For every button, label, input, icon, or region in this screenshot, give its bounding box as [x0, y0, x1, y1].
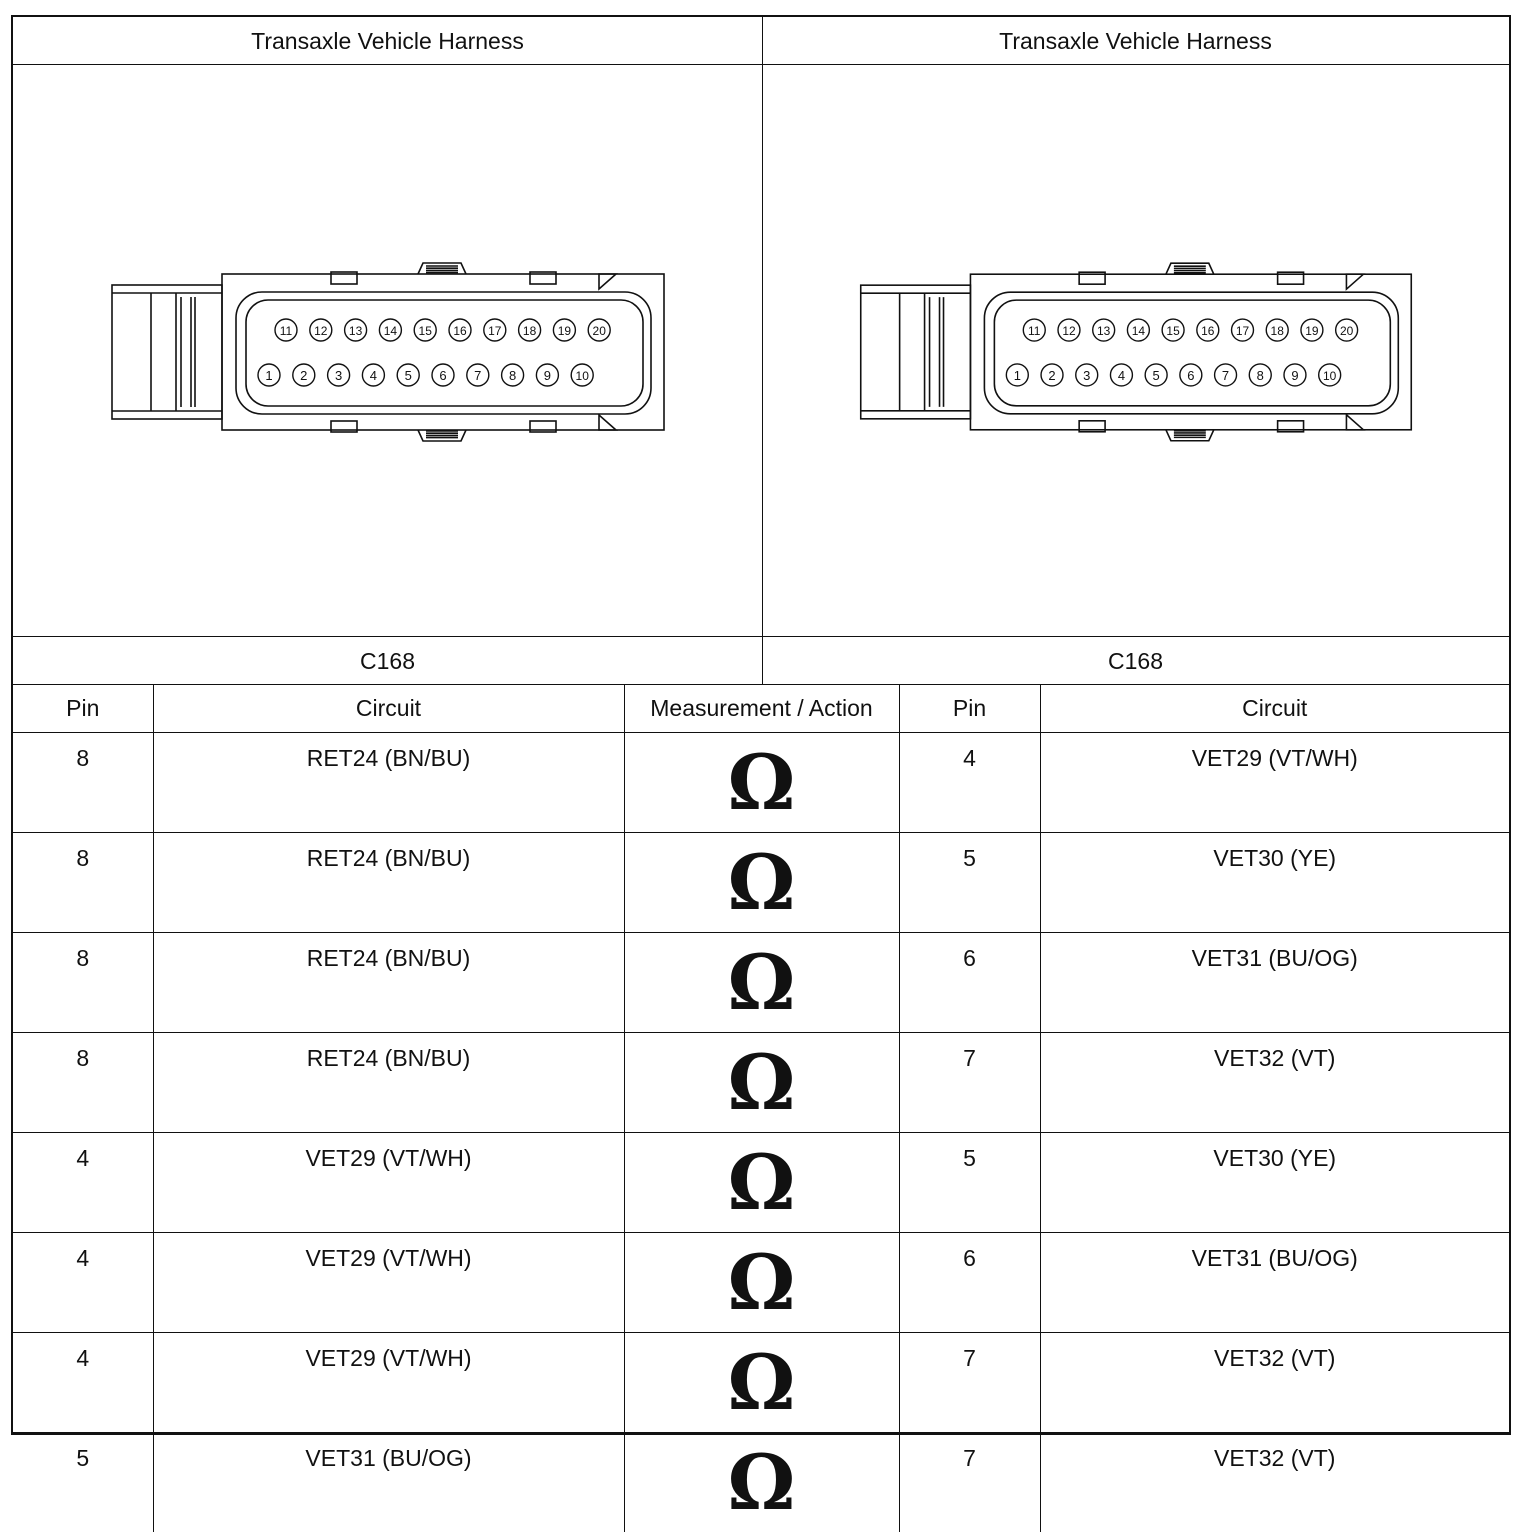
ohm-icon: Ω — [728, 1238, 796, 1327]
pin-number: 12 — [314, 324, 328, 338]
circuit-b-cell: VET32 (VT) — [1040, 1433, 1509, 1532]
table-header-row — [13, 685, 1509, 733]
pin-number: 13 — [1097, 324, 1111, 338]
pin-3 — [328, 364, 350, 386]
table-row — [13, 1033, 1509, 1133]
circuit-a-cell: VET29 (VT/WH) — [153, 1233, 624, 1333]
pin-b-cell: 7 — [899, 1033, 1040, 1133]
pin-b-cell: 6 — [899, 933, 1040, 1033]
pin-number: 11 — [280, 324, 293, 338]
measurement-cell — [624, 1133, 899, 1233]
pin-number: 20 — [1340, 324, 1354, 338]
ohm-icon: Ω — [728, 1038, 796, 1127]
pin-number: 10 — [1323, 369, 1337, 383]
pin-a-cell: 8 — [13, 1033, 153, 1133]
measurement-cell — [624, 1233, 899, 1333]
pin-8 — [502, 364, 524, 386]
pin-number: 7 — [474, 368, 481, 383]
circuit-a-cell: RET24 (BN/BU) — [153, 1033, 624, 1133]
pin-16 — [1197, 319, 1219, 341]
panel-divider — [762, 17, 763, 685]
pin-9 — [536, 364, 558, 386]
pin-a-cell: 8 — [13, 833, 153, 933]
circuit-a-cell: RET24 (BN/BU) — [153, 733, 624, 833]
circuit-a-cell: RET24 (BN/BU) — [153, 833, 624, 933]
circuit-a-cell: VET29 (VT/WH) — [153, 1333, 624, 1433]
connector-c168-drawing-left — [13, 65, 762, 636]
circuit-b-cell: VET32 (VT) — [1040, 1033, 1509, 1133]
pin-b-cell: 5 — [899, 1133, 1040, 1233]
pin-number: 20 — [593, 324, 607, 338]
circuit-a-cell: VET29 (VT/WH) — [153, 1133, 624, 1233]
pin-number: 6 — [439, 368, 446, 383]
circuit-b-cell: VET31 (BU/OG) — [1040, 933, 1509, 1033]
measurement-cell — [624, 933, 899, 1033]
pin-number: 17 — [488, 324, 502, 338]
pin-11 — [275, 319, 297, 341]
pin-18 — [1266, 319, 1288, 341]
table-row — [13, 1133, 1509, 1233]
ohm-icon: Ω — [728, 838, 796, 927]
pin-b-cell: 6 — [899, 1233, 1040, 1333]
measurement-cell — [624, 1333, 899, 1433]
pin-15 — [414, 319, 436, 341]
pin-10 — [571, 364, 593, 386]
pin-11 — [1023, 319, 1045, 341]
pin-4 — [1110, 364, 1132, 386]
pin-number: 15 — [1166, 324, 1180, 338]
pin-a-cell: 4 — [13, 1233, 153, 1333]
pin-15 — [1162, 319, 1184, 341]
pin-number: 2 — [300, 368, 307, 383]
table-row — [13, 833, 1509, 933]
measurement-cell — [624, 1033, 899, 1133]
header-circuit-a: Circuit — [153, 685, 624, 733]
pin-18 — [519, 319, 541, 341]
pin-6 — [1180, 364, 1202, 386]
pin-number: 19 — [558, 324, 572, 338]
right-panel-title: Transaxle Vehicle Harness — [762, 17, 1509, 65]
pin-number: 18 — [1271, 324, 1285, 338]
pin-20 — [588, 319, 610, 341]
pin-a-cell: 8 — [13, 933, 153, 1033]
pin-number: 6 — [1187, 368, 1194, 383]
pin-face-outer — [984, 292, 1398, 414]
connector-outline — [112, 263, 664, 441]
pin-a-cell: 5 — [13, 1433, 153, 1532]
pin-number: 17 — [1236, 324, 1250, 338]
pin-number: 1 — [1014, 368, 1021, 383]
left-connector-diagram — [13, 65, 762, 637]
pin-19 — [553, 319, 575, 341]
pin-20 — [1336, 319, 1358, 341]
pin-number: 16 — [453, 324, 467, 338]
pin-number: 4 — [370, 368, 377, 383]
pin-12 — [1058, 319, 1080, 341]
circuit-a-cell: RET24 (BN/BU) — [153, 933, 624, 1033]
pin-number: 16 — [1201, 324, 1215, 338]
pin-face-inner — [246, 300, 643, 406]
pin-number: 11 — [1028, 324, 1041, 338]
header-pin-b: Pin — [899, 685, 1040, 733]
pin-number: 13 — [349, 324, 363, 338]
pin-3 — [1076, 364, 1098, 386]
ohm-icon: Ω — [728, 1338, 796, 1427]
pin-number: 15 — [419, 324, 433, 338]
ohm-icon: Ω — [728, 938, 796, 1027]
latch-block — [112, 285, 222, 419]
pin-17 — [1232, 319, 1254, 341]
pin-number: 10 — [576, 369, 590, 383]
circuit-b-cell: VET29 (VT/WH) — [1040, 733, 1509, 833]
pin-17 — [484, 319, 506, 341]
pin-number: 12 — [1062, 324, 1076, 338]
pin-b-cell: 7 — [899, 1333, 1040, 1433]
latch-block — [861, 285, 971, 419]
pin-14 — [379, 319, 401, 341]
pin-1 — [258, 364, 280, 386]
pin-number: 9 — [1291, 368, 1298, 383]
pin-b-cell: 5 — [899, 833, 1040, 933]
pin-number: 8 — [1257, 368, 1264, 383]
pin-1 — [1006, 364, 1028, 386]
pin-number: 4 — [1118, 368, 1125, 383]
pin-13 — [345, 319, 367, 341]
connector-test-sheet — [11, 15, 1511, 1435]
left-connector-id: C168 — [13, 637, 762, 685]
connector-outline — [861, 263, 1412, 441]
pin-number: 3 — [1083, 368, 1090, 383]
ohm-icon: Ω — [728, 1138, 796, 1227]
pin-16 — [449, 319, 471, 341]
pin-b-cell: 7 — [899, 1433, 1040, 1532]
pin-a-cell: 4 — [13, 1333, 153, 1433]
pin-number: 5 — [1153, 368, 1160, 383]
pin-6 — [432, 364, 454, 386]
pin-7 — [1215, 364, 1237, 386]
pin-number: 14 — [384, 324, 398, 338]
table-row — [13, 1433, 1509, 1532]
table-row — [13, 733, 1509, 833]
table-row — [13, 1233, 1509, 1333]
pin-9 — [1284, 364, 1306, 386]
pin-2 — [293, 364, 315, 386]
circuit-b-cell: VET30 (YE) — [1040, 833, 1509, 933]
pin-a-cell: 4 — [13, 1133, 153, 1233]
connector-c168-drawing-right — [762, 65, 1509, 636]
circuit-b-cell: VET30 (YE) — [1040, 1133, 1509, 1233]
pin-face-inner — [994, 300, 1390, 406]
right-connector-id: C168 — [762, 637, 1509, 685]
pin-5 — [397, 364, 419, 386]
pin-7 — [467, 364, 489, 386]
pin-8 — [1249, 364, 1271, 386]
header-pin-a: Pin — [13, 685, 153, 733]
pin-number: 7 — [1222, 368, 1229, 383]
pin-19 — [1301, 319, 1323, 341]
table-row — [13, 933, 1509, 1033]
measurement-cell — [624, 833, 899, 933]
circuit-a-cell: VET31 (BU/OG) — [153, 1433, 624, 1532]
table-row — [13, 1333, 1509, 1433]
pin-a-cell: 8 — [13, 733, 153, 833]
circuit-b-cell: VET31 (BU/OG) — [1040, 1233, 1509, 1333]
ohm-icon: Ω — [728, 738, 796, 827]
right-connector-diagram — [762, 65, 1509, 637]
pin-number: 8 — [509, 368, 516, 383]
pin-4 — [362, 364, 384, 386]
pin-number: 14 — [1132, 324, 1146, 338]
ohm-icon: Ω — [728, 1438, 796, 1527]
pin-12 — [310, 319, 332, 341]
pin-number: 18 — [523, 324, 537, 338]
pin-number: 19 — [1305, 324, 1319, 338]
pin-number: 3 — [335, 368, 342, 383]
pin-number: 1 — [265, 368, 272, 383]
pin-number: 9 — [544, 368, 551, 383]
circuit-b-cell: VET32 (VT) — [1040, 1333, 1509, 1433]
pin-2 — [1041, 364, 1063, 386]
pin-13 — [1093, 319, 1115, 341]
pin-number: 2 — [1048, 368, 1055, 383]
pin-14 — [1127, 319, 1149, 341]
pin-b-cell: 4 — [899, 733, 1040, 833]
measurement-table — [13, 685, 1509, 1532]
measurement-cell — [624, 733, 899, 833]
pin-face-outer — [236, 292, 651, 414]
pin-10 — [1319, 364, 1341, 386]
header-measurement: Measurement / Action — [624, 685, 899, 733]
pin-number: 5 — [405, 368, 412, 383]
header-circuit-b: Circuit — [1040, 685, 1509, 733]
pin-5 — [1145, 364, 1167, 386]
left-panel-title: Transaxle Vehicle Harness — [13, 17, 762, 65]
measurement-cell — [624, 1433, 899, 1532]
